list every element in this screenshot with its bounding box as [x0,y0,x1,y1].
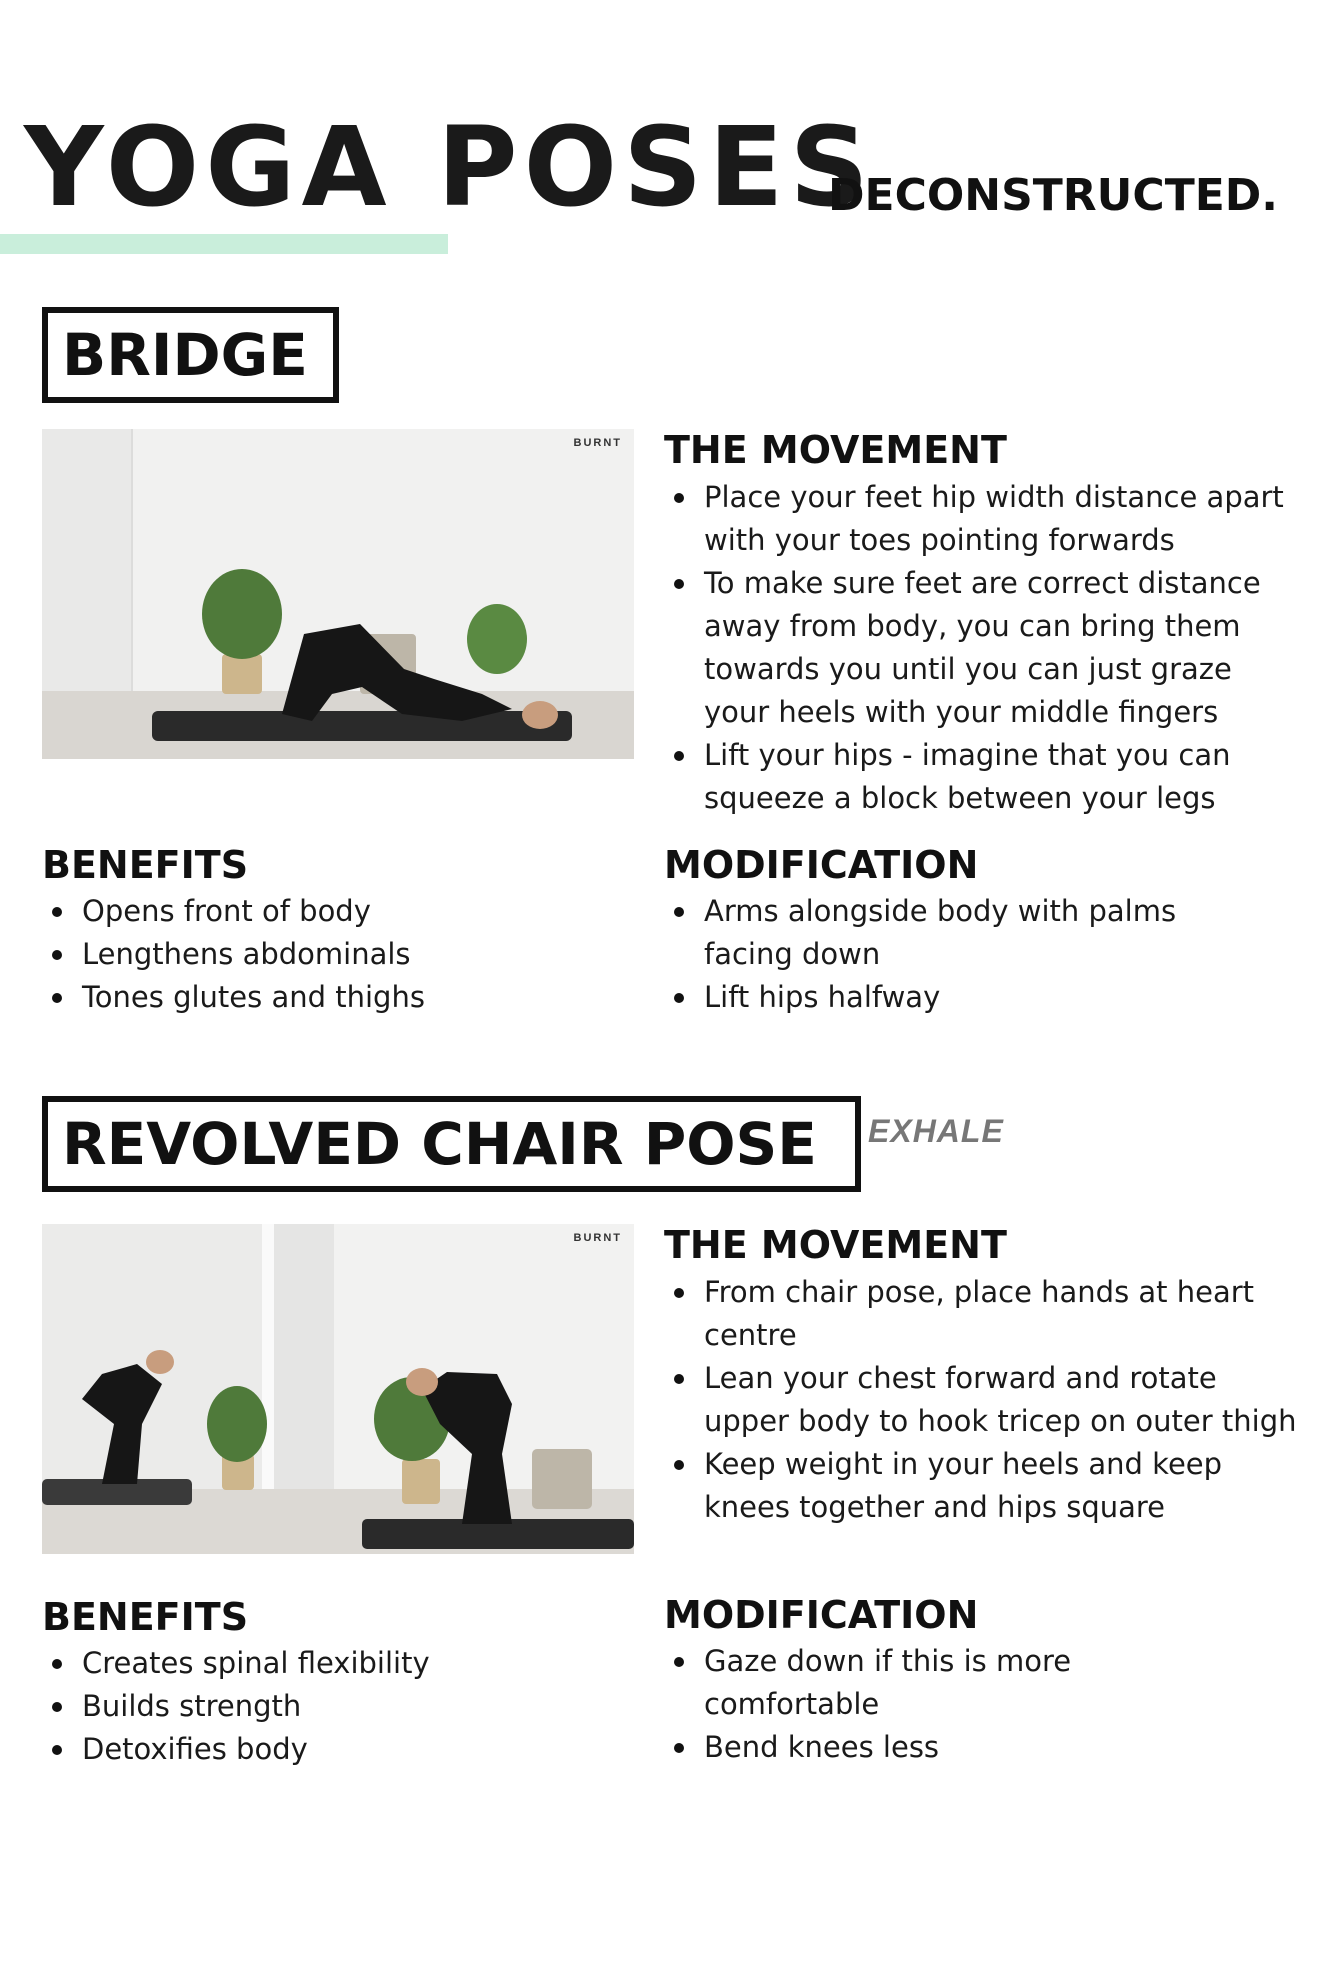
list-item: Lift your hips - imagine that you can squeeze a block between your legs [664,734,1304,820]
pose-title-box-revolved-chair [42,1096,861,1192]
list-item: Lengthens abdominals [42,933,622,976]
photo-brand-watermark: BURNT [573,437,622,449]
list-item: Arms alongside body with palms facing down [664,890,1224,976]
list-item: Lift hips halfway [664,976,1224,1019]
breath-tag: EXHALE [868,1113,1004,1149]
bridge-pose-photo [42,429,634,759]
list-item: Creates spinal flexibility [42,1642,622,1685]
list-item: To make sure feet are correct distance away from body, you can bring them towards you until you can just graze your heels with your middle fingers [664,562,1304,734]
movement-list [664,1271,1304,1529]
modification-list [664,1640,1224,1769]
list-item: Tones glutes and thighs [42,976,622,1019]
list-item: Place your feet hip width distance apart with your toes pointing forwards [664,476,1304,562]
pose-title-box-bridge [42,307,339,403]
pose-title: BRIDGE [62,321,308,389]
modification-heading: MODIFICATION [664,1593,979,1637]
movement-list [664,476,1304,820]
list-item: Keep weight in your heels and keep knees together and hips square [664,1443,1304,1529]
accent-bar [0,234,448,254]
list-item: Detoxifies body [42,1728,622,1771]
benefits-list [42,1642,622,1771]
list-item: Opens front of body [42,890,622,933]
photo-brand-watermark: BURNT [573,1232,622,1244]
list-item: From chair pose, place hands at heart centre [664,1271,1304,1357]
benefits-heading: BENEFITS [42,843,249,887]
modification-heading: MODIFICATION [664,843,979,887]
list-item: Gaze down if this is more comfortable [664,1640,1224,1726]
page-title: YOGA POSES [24,103,875,231]
movement-heading: THE MOVEMENT [664,1223,1007,1267]
list-item: Bend knees less [664,1726,1224,1769]
list-item: Builds strength [42,1685,622,1728]
page-subtitle: DECONSTRUCTED. [828,170,1279,221]
revolved-chair-pose-photo [42,1224,634,1554]
pose-title: REVOLVED CHAIR POSE [62,1110,817,1178]
movement-heading: THE MOVEMENT [664,428,1007,472]
benefits-heading: BENEFITS [42,1595,249,1639]
modification-list [664,890,1224,1019]
list-item: Lean your chest forward and rotate upper body to hook tricep on outer thigh [664,1357,1304,1443]
benefits-list [42,890,622,1019]
